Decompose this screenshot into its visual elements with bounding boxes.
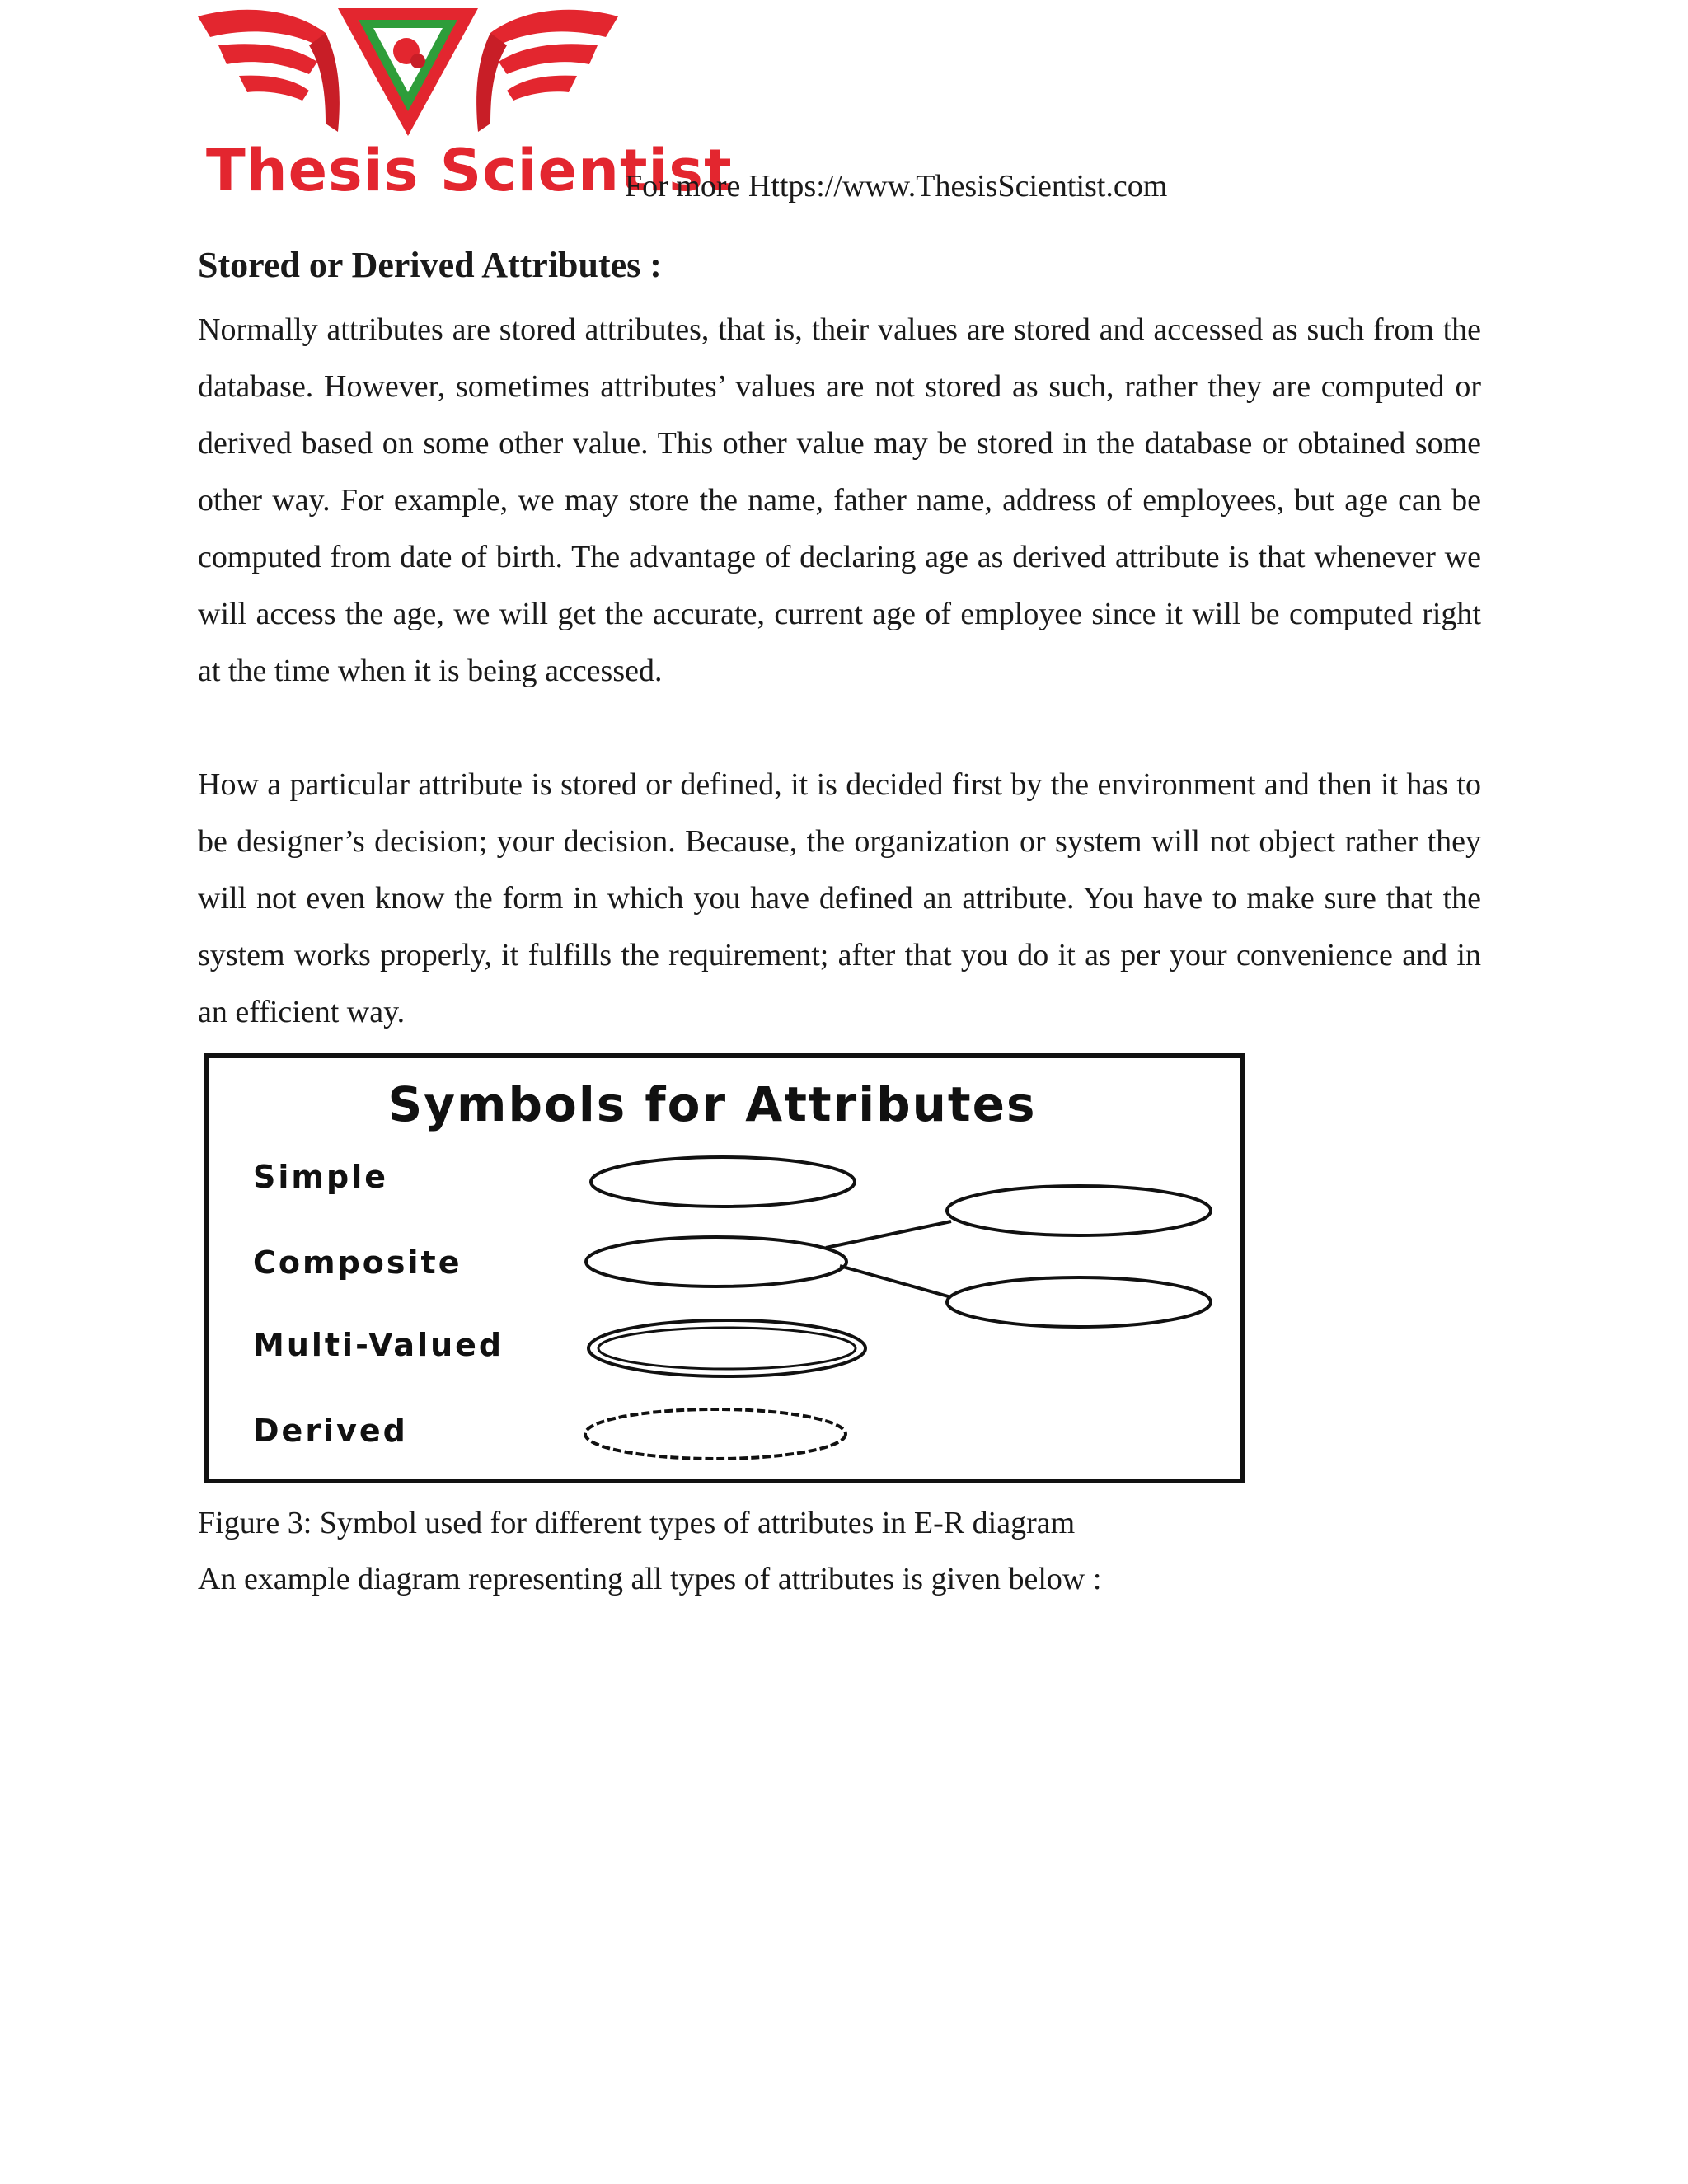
attribute-symbols-figure: [204, 1053, 1245, 1483]
composite-attribute-ellipse: [586, 1237, 846, 1286]
component-attribute-ellipse-top: [947, 1186, 1211, 1235]
paragraph-1: [198, 302, 1481, 700]
label-simple: Simple: [253, 1159, 388, 1195]
simple-attribute-ellipse: [591, 1157, 855, 1207]
figure-caption: Figure 3: Symbol used for different types of attributes in E-R diagram: [198, 1506, 1076, 1540]
component-attribute-ellipse-bottom: [947, 1277, 1211, 1327]
label-composite: Composite: [253, 1244, 462, 1281]
composite-connector-top: [826, 1221, 951, 1248]
paragraph-text: Normally attributes are stored attributes, that is, their values are stored and accessed as such from the database. However, sometimes attributes’ values are not stored as such, rather they are computed or derived based on some other value. This other value may be stored in the database or obtained some other way. For example, we may store the name, father name, address of employees, but age can be computed from date of birth. The advantage of declaring age as derived attribute is that whenever we will access the age, we will get the accurate, current age of employee since it will be computed right at the time when it is being accessed.: [198, 312, 1481, 688]
figure-title: Symbols for Attributes: [387, 1076, 1037, 1132]
closing-text: An example diagram representing all types of attributes is given below :: [198, 1562, 1102, 1596]
winged-triangle-logo-icon: [194, 0, 622, 144]
label-derived: Derived: [253, 1413, 408, 1449]
derived-attribute-ellipse: [585, 1409, 846, 1459]
brand-name: Thesis Scientist: [206, 137, 733, 204]
paragraph-text: How a particular attribute is stored or defined, it is decided first by the environment and then it has to be designer’s decision; your decision. Because, the organization or system will not object rather they will not even know the form in which you have defined an attribute. You have to make sure that the system works properly, it fulfills the requirement; after that you do it as per your convenience and in an efficient way.: [198, 767, 1481, 1029]
label-multi-valued: Multi-Valued: [253, 1327, 504, 1363]
section-title: Stored or Derived Attributes :: [198, 245, 662, 285]
composite-connector-bottom: [840, 1266, 951, 1297]
multi-valued-attribute-inner-ellipse: [598, 1328, 856, 1369]
thesis-scientist-logo: [194, 0, 733, 214]
paragraph-2: [198, 757, 1481, 1041]
website-link[interactable]: For more Https://www.ThesisScientist.com: [625, 169, 1168, 204]
